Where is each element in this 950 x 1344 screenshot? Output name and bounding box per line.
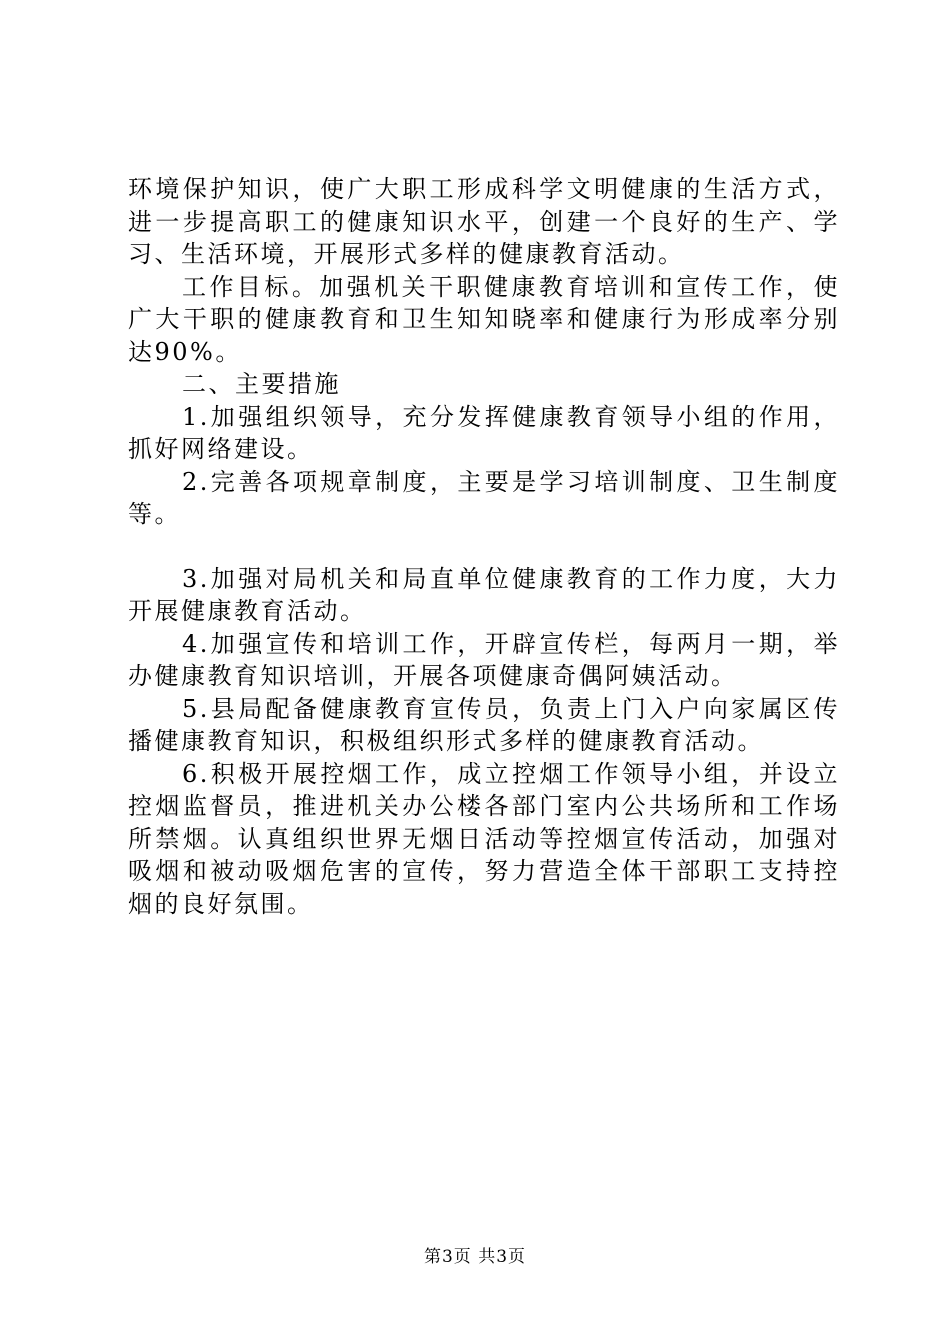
paragraph-work-goal: 工作目标。加强机关干职健康教育培训和宣传工作，使广大干职的健康教育和卫生知知晓率和健康行为形成率分别达90%。 (128, 272, 840, 366)
document-body (128, 173, 840, 920)
measure-item-1: 1.加强组织领导，充分发挥健康教育领导小组的作用，抓好网络建设。 (128, 402, 840, 463)
measure-item-6: 6.积极开展控烟工作，成立控烟工作领导小组，并设立控烟监督员，推进机关办公楼各部门室内公共场所和工作场所禁烟。认真组织世界无烟日活动等控烟宣传活动，加强对吸烟和被动吸烟危害的宣传，努力营造全体干部职工支持控烟的良好氛围。 (128, 759, 840, 918)
measure-item-2: 2.完善各项规章制度，主要是学习培训制度、卫生制度等。 (128, 467, 840, 528)
measure-item-4: 4.加强宣传和培训工作，开辟宣传栏，每两月一期，举办健康教育知识培训，开展各项健康奇偶阿姨活动。 (128, 629, 840, 690)
paragraph-continuation: 环境保护知识，使广大职工形成科学文明健康的生活方式，进一步提高职工的健康知识水平，创建一个良好的生产、学习、生活环境，开展形式多样的健康教育活动。 (128, 175, 840, 268)
measure-item-5: 5.县局配备健康教育宣传员，负责上门入户向家属区传播健康教育知识，积极组织形式多样的健康教育活动。 (128, 694, 840, 755)
page-footer: 第3页 共3页 (423, 1247, 527, 1267)
measure-item-3: 3.加强对局机关和局直单位健康教育的工作力度，大力开展健康教育活动。 (128, 564, 840, 625)
section-heading-main-measures: 二、主要措施 (182, 370, 341, 398)
